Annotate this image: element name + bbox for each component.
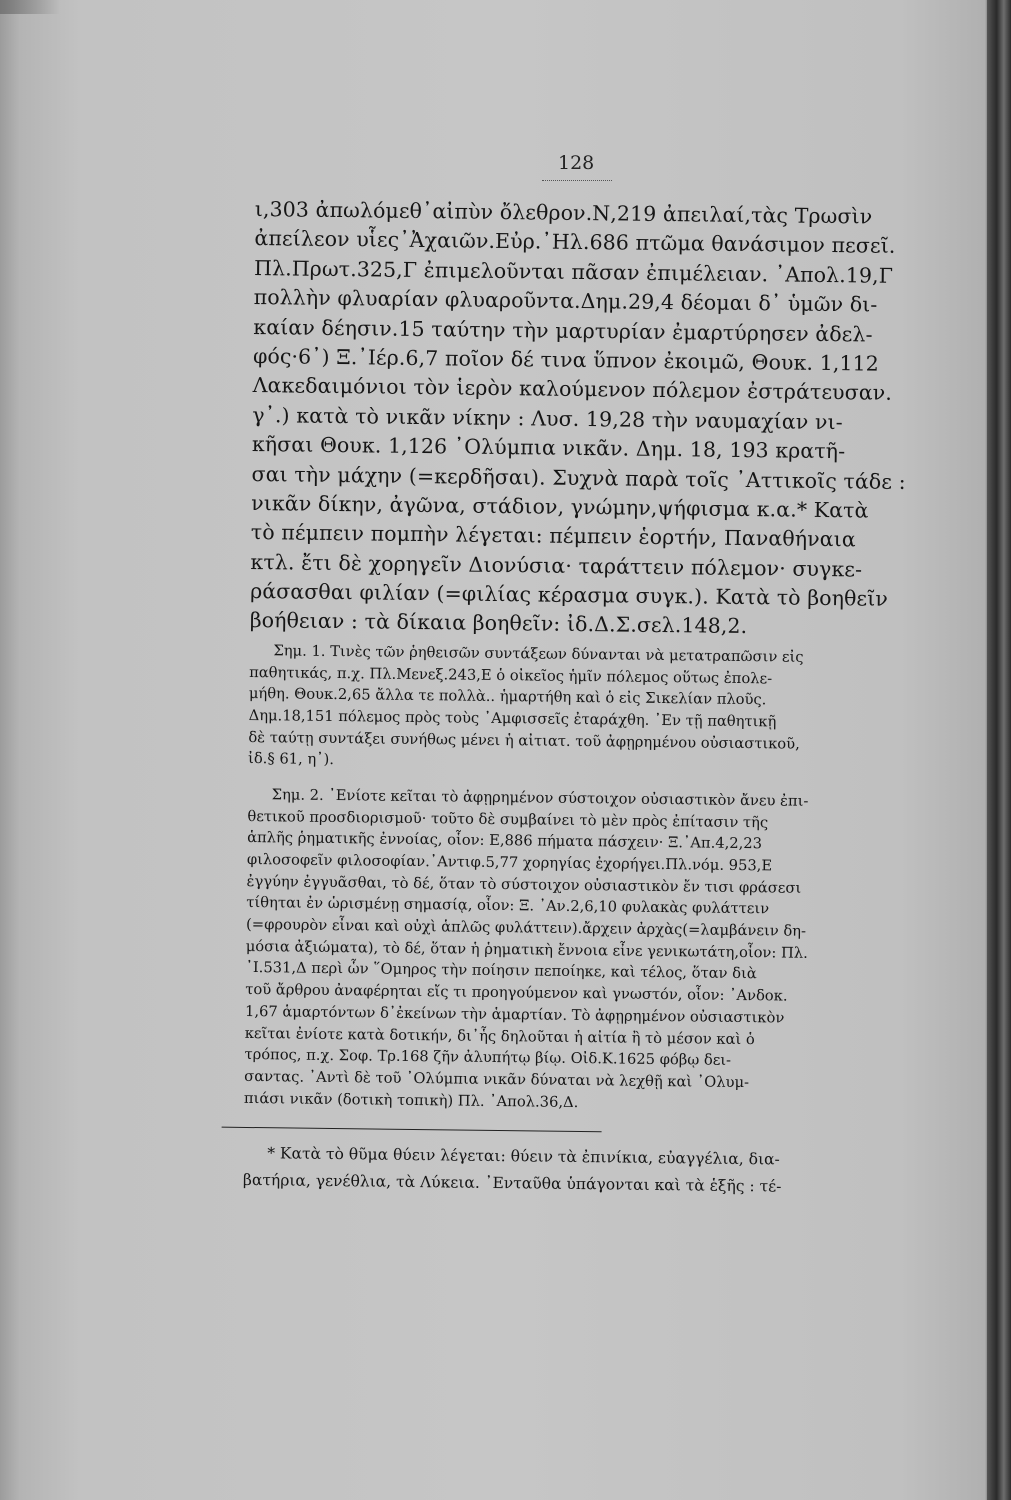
note-2-line: (=φρουρὸν εἶναι καὶ οὐχὶ ἁπλῶς φυλάττειν).ἄρχειν ἀρχὰς(=λαμβάνειν δη-	[245, 916, 807, 940]
footnote-line: βατήρια, γενέθλια, τὰ Λύκεια. ᾽Ενταῦθα ὑπάγονται καὶ τὰ ἑξῆς : τέ-	[242, 1171, 782, 1196]
main-text-line: σαι τὴν μάχην (=κερδῆσαι). Συχνὰ παρὰ τοῖς ᾽Αττικοῖς τάδε :	[251, 461, 906, 494]
main-text-line: ράσασθαι φιλίαν (=φιλίας κέρασμα συγκ.). Κατὰ τὸ βοηθεῖν	[250, 579, 889, 611]
note-2-line: ᾽Ι.531,Δ περὶ ὧν ῞Ομηρος τὴν ποίησιν πεποίηκε, καὶ τέλος, ὅταν διὰ	[245, 959, 757, 983]
main-text-line: πολλὴν φλυαρίαν φλυαροῦντα.Δημ.29,4 δέομαι δ᾽ ὑμῶν δι-	[253, 285, 878, 317]
note-1-line: δὲ ταύτῃ συντάξει συνήθως μένει ἡ αἰτιατ. τοῦ ἀφῃρημένου οὐσιαστικοῦ,	[248, 728, 800, 753]
note-2-line: θετικοῦ προσδιορισμοῦ· τοῦτο δὲ συμβαίνει τὸ μὲν πρὸς ἐπίτασιν τῆς	[247, 807, 769, 831]
note-2-line: σαντας. ᾽Αντὶ δὲ τοῦ ᾽Ολύμπια νικᾶν δύναται νὰ λεχθῇ καὶ ᾽Ολυμ-	[244, 1067, 750, 1092]
main-text-line: ι,303 ἀπωλόμεθ᾽αἰπὺν ὄλεθρον.Ν,219 ἀπειλαί,τὰς Τρωσὶν	[254, 196, 873, 229]
main-text-line: ἀπείλεον υἷες᾽Ἀχαιῶν.Εὐρ.᾽Ηλ.686 πτῶμα θανάσιμον πεσεῖ.	[254, 226, 896, 259]
note-2-line: ἐγγύην ἐγγυᾶσθαι, τὸ δέ, ὅταν τὸ σύστοιχον οὐσιαστικὸν ἔν τισι φράσεσι	[246, 872, 802, 897]
note-2-line: μόσια ἀξιώματα), τὸ δέ, ὅταν ἡ ῥηματικὴ ἔννοια εἶνε γενικωτάτη,οἷον: Πλ.	[245, 937, 808, 962]
footnote-line: * Κατὰ τὸ θῦμα θύειν λέγεται: θύειν τὰ ἐπινίκια, εὐαγγέλια, δια-	[267, 1144, 780, 1169]
main-text-line: γ᾽.) κατὰ τὸ νικᾶν νίκην : Λυσ. 19,28 τὴν ναυμαχίαν νι-	[252, 402, 843, 434]
note-1	[248, 640, 875, 778]
main-text	[249, 195, 906, 643]
main-text-line: βοήθειαν : τὰ δίκαια βοηθεῖν: ἰδ.Δ.Σ.σελ.148,2.	[249, 608, 748, 639]
note-1-line: ἰδ.§ 61, η᾽).	[248, 750, 335, 769]
main-text-line: τὸ πέμπειν πομπὴν λέγεται: πέμπειν ἑορτήν, Παναθήναια	[250, 520, 856, 552]
main-text-line: νικᾶν δίκην, ἀγῶνα, στάδιον, γνώμην,ψήφισμα κ.α.* Κατὰ	[251, 490, 869, 523]
note-1-line: Δημ.18,151 πόλεμος πρὸς τοὺς ᾽Αμφισσεῖς ἐταράχθη. ᾽Εν τῇ παθητικῇ	[248, 706, 777, 731]
footnote-rule	[222, 1127, 602, 1133]
main-text-line: Πλ.Πρωτ.325,Γ ἐπιμελοῦνται πᾶσαν ἐπιμέλειαν. ᾽Απολ.19,Γ	[253, 255, 894, 288]
note-2	[244, 784, 873, 1117]
main-text-line: Λακεδαιμόνιοι τὸν ἱερὸν καλούμενον πόλεμον ἐστράτευσαν.	[252, 373, 893, 406]
note-2-line: 1,67 ἁμαρτόντων δ᾽ἐκείνων τὴν ἁμαρτίαν. Τὸ ἀφῃρημένον οὐσιαστικὸν	[244, 1002, 785, 1027]
note-1-line: παθητικάς, π.χ. Πλ.Μενεξ.243,Ε ὁ οἰκεῖος ἡμῖν πόλεμος οὕτως ἐπολε-	[249, 663, 773, 687]
note-1-line: μήθη. Θουκ.2,65 ἄλλα τε πολλὰ.. ἡμαρτήθη καὶ ὁ εἰς Σικελίαν πλοῦς.	[248, 685, 767, 709]
main-text-line: κτλ. ἔτι δὲ χορηγεῖν Διονύσια· ταράττειν πόλεμον· συγκε-	[250, 549, 863, 582]
note-1-line: Σημ. 1. Τινὲς τῶν ῥηθεισῶν συντάξεων δύνανται νὰ μετατραπῶσιν εἰς	[273, 642, 804, 666]
note-2-line: ἁπλῆς ῥηματικῆς ἐννοίας, οἷον: Ε,886 πήματα πάσχειν· Ξ.᾽Απ.4,2,23	[247, 829, 763, 853]
main-text-line: καίαν δέησιν.15 ταύτην τὴν μαρτυρίαν ἐμαρτύρησεν ἀδελ-	[253, 314, 873, 347]
note-2-line: τίθηται ἐν ὡρισμένῃ σημασίᾳ, οἷον: Ξ. ᾽Αν.2,6,10 φυλακὰς φυλάττειν	[246, 894, 770, 918]
note-2-line: κεῖται ἐνίοτε κατὰ δοτικήν, δι᾽ἧς δηλοῦται ἡ αἰτία ἢ τὸ μέσον καὶ ὁ	[244, 1024, 755, 1048]
footnote	[243, 1140, 869, 1202]
page-number: 128	[558, 152, 595, 174]
page-gutter-shadow	[987, 0, 1011, 1500]
note-2-line: τρόπος, π.χ. Σοφ. Τρ.168 ζῆν ἀλυπήτῳ βίῳ. Οἰδ.Κ.1625 φόβῳ δει-	[244, 1046, 732, 1070]
note-2-line: φιλοσοφεῖν φιλοσοφίαν.᾽Αντιφ.5,77 χορηγίας ἐχορήγει.Πλ.νόμ. 953,Ε	[246, 850, 773, 875]
page-body	[242, 195, 906, 1202]
note-2-line: τοῦ ἄρθρου ἀναφέρηται εἴς τι προηγούμενον καὶ γνωστόν, οἷον: ᾽Ανδοκ.	[245, 981, 788, 1005]
scan-corner-mark	[0, 0, 60, 14]
main-text-line: φός·6᾽) Ξ.᾽Ιέρ.6,7 ποῖον δέ τινα ὕπνον ἐκοιμῶ, Θουκ. 1,112	[252, 343, 880, 376]
page-number-rule	[542, 180, 612, 181]
main-text-line: κῆσαι Θουκ. 1,126 ᾽Ολύμπια νικᾶν. Δημ. 18, 193 κρατῆ-	[251, 432, 846, 464]
note-2-line: Σημ. 2. ᾽Ενίοτε κεῖται τὸ ἀφῃρημένον σύστοιχον οὐσιαστικὸν ἄνευ ἐπι-	[271, 786, 809, 810]
note-2-line: πιάσι νικᾶν (δοτικὴ τοπικὴ) Πλ. ᾽Απολ.36,Δ.	[243, 1089, 579, 1111]
